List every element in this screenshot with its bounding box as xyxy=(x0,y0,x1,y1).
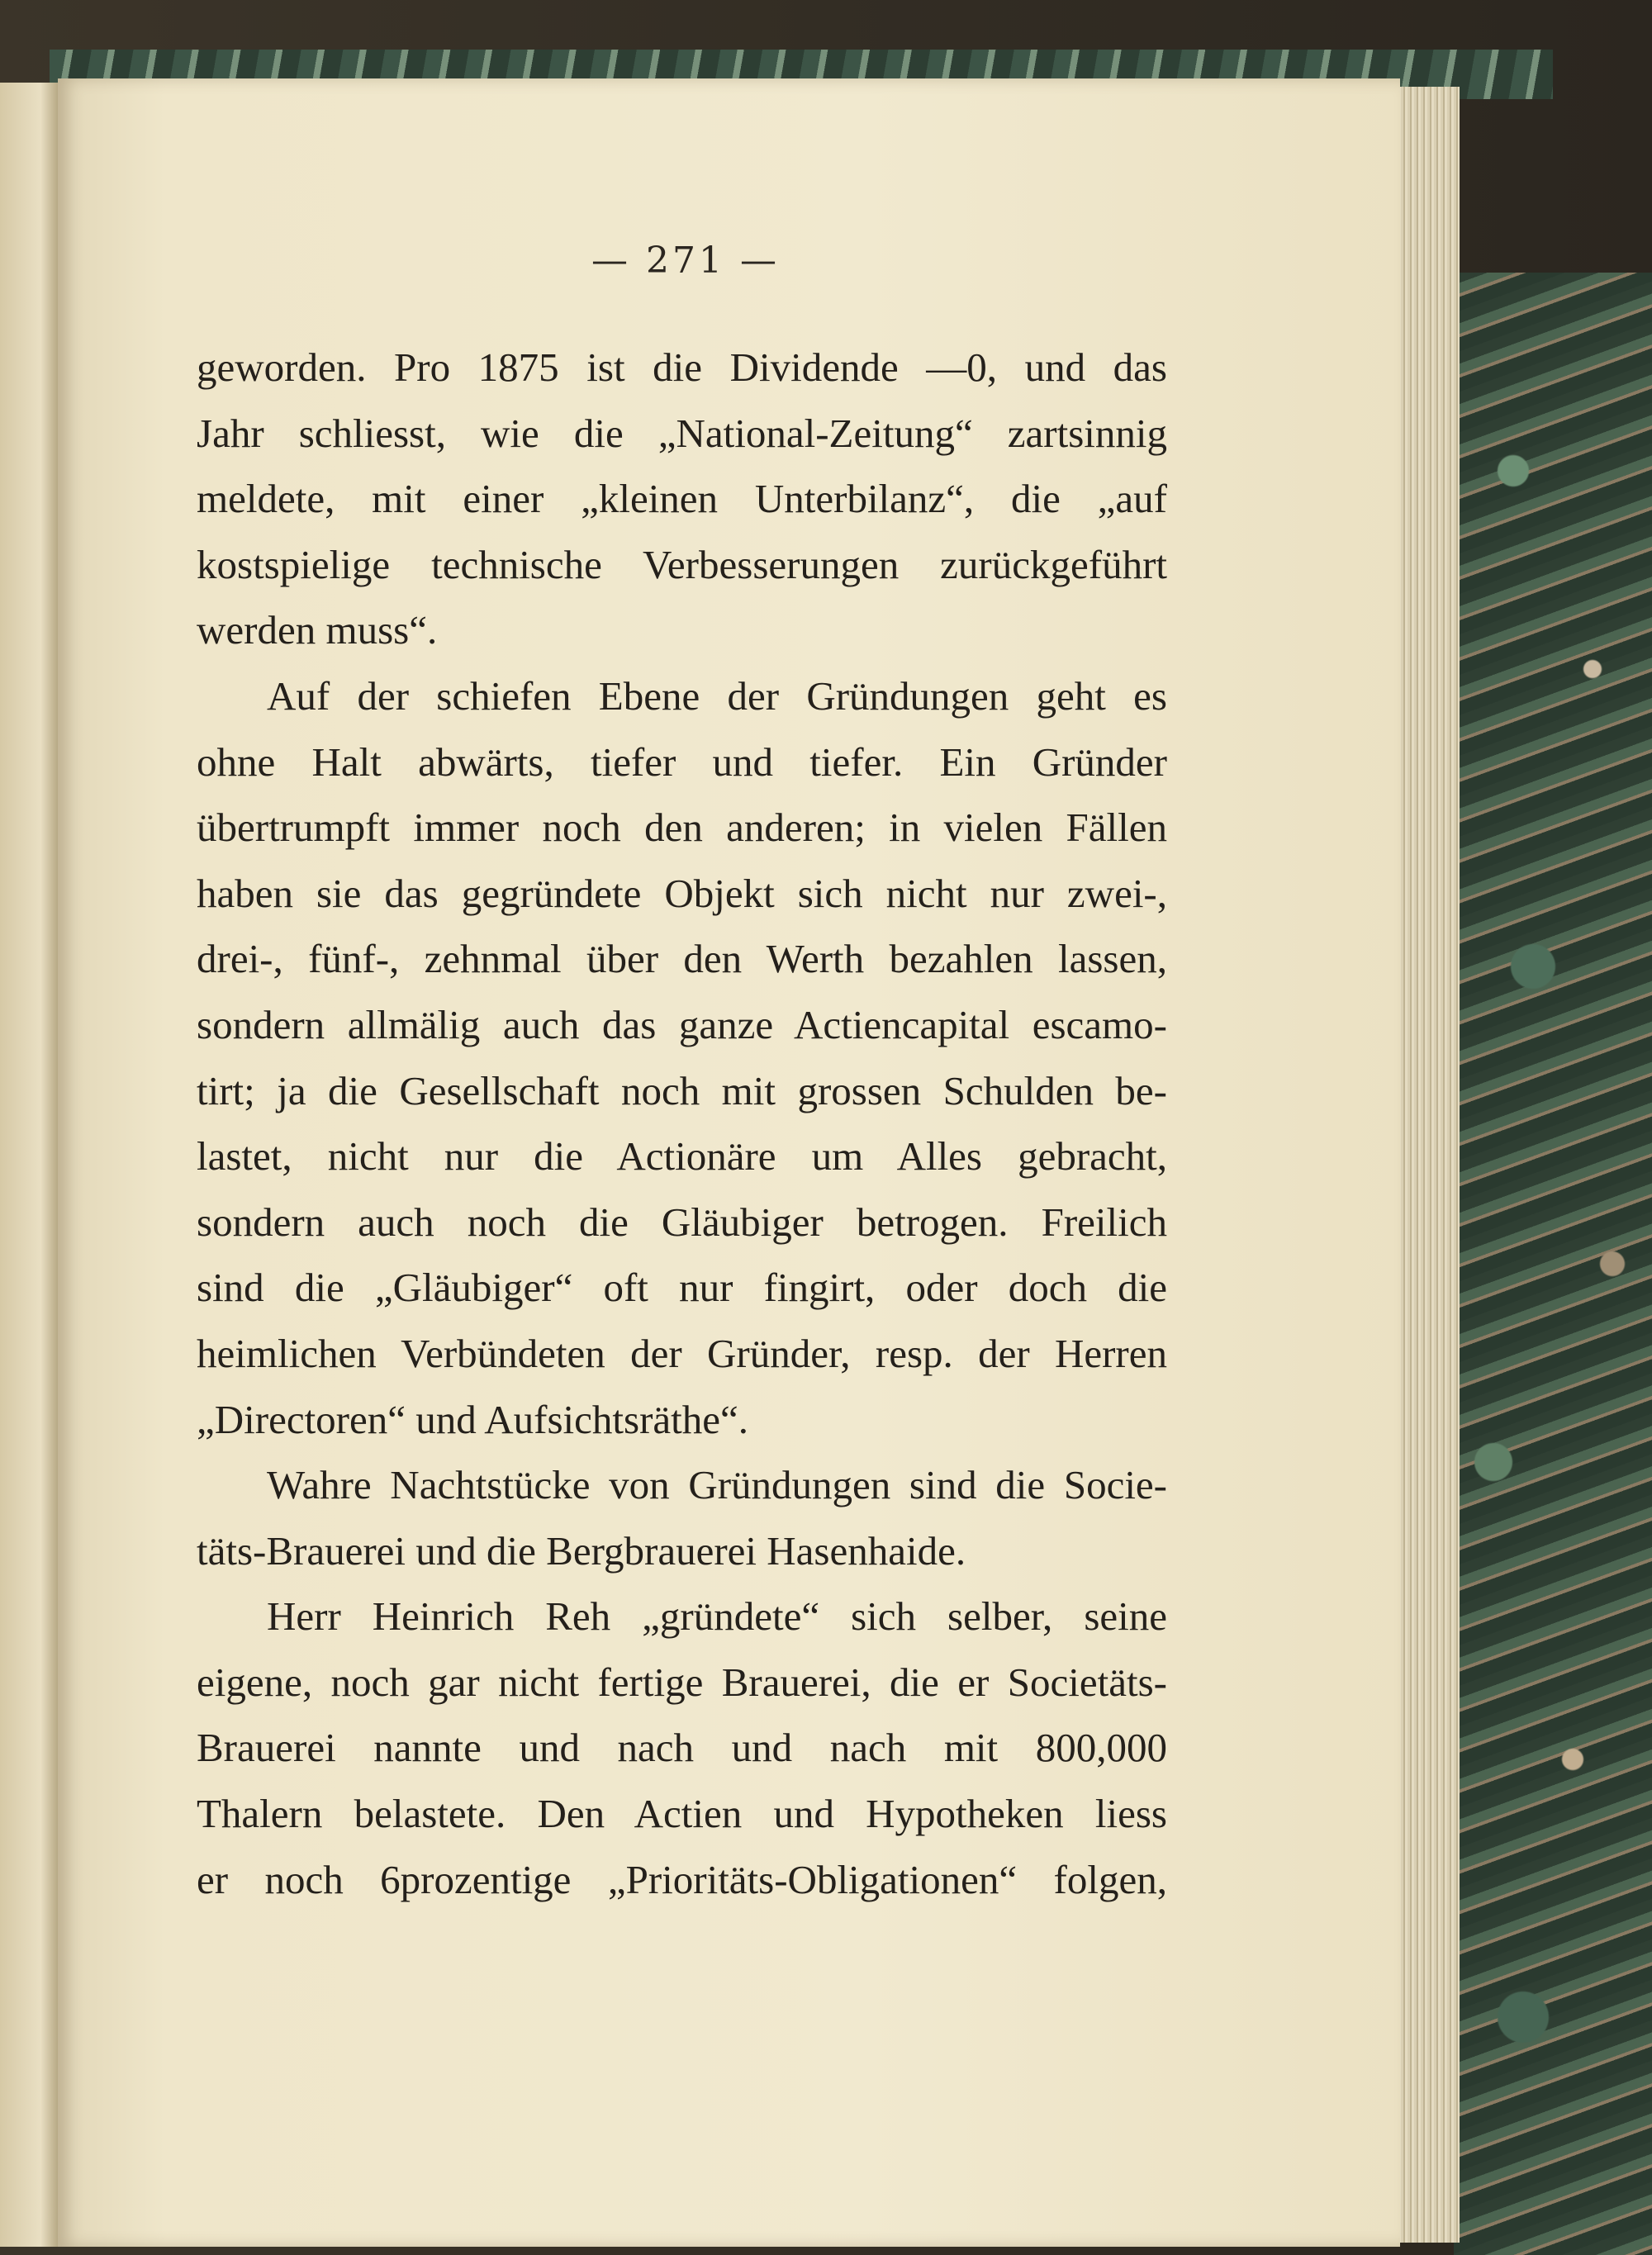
text-line: geworden. Pro 1875 ist die Dividende —0, und das xyxy=(197,344,1167,390)
text-line: sind die „Gläubiger“ oft nur fingirt, oder doch die xyxy=(197,1265,1167,1311)
text-line: eigene, noch gar nicht fertige Brauerei, die er Societäts- xyxy=(197,1659,1167,1705)
text-line: lastet, nicht nur die Actionäre um Alles gebracht, xyxy=(197,1133,1167,1180)
text-line: sondern allmälig auch das ganze Actiencapital escamo- xyxy=(197,1001,1167,1047)
text-line: drei-, fünf-, zehnmal über den Werth bezahlen lassen, xyxy=(197,936,1167,982)
marbled-cover-edge xyxy=(1454,273,1652,2255)
text-line: ohne Halt abwärts, tiefer und tiefer. Ein Gründer xyxy=(197,738,1167,785)
text-line: Wahre Nachtstücke von Gründungen sind die Socie- xyxy=(267,1462,1167,1508)
text-line: werden muss“. xyxy=(197,607,438,653)
page-number: — 271 — xyxy=(591,240,780,282)
text-line: täts-Brauerei und die Bergbrauerei Hasenhaide. xyxy=(197,1527,966,1574)
text-line: Brauerei nannte und nach und nach mit 800,000 xyxy=(197,1725,1167,1771)
text-line: er noch 6prozentige „Prioritäts-Obligationen“ folgen, xyxy=(197,1856,1167,1902)
text-line: Auf der schiefen Ebene der Gründungen geht es xyxy=(267,672,1167,719)
body-text xyxy=(197,335,1167,1912)
text-line: übertrumpft immer noch den anderen; in vielen Fällen xyxy=(197,805,1167,851)
text-line: sondern auch noch die Gläubiger betrogen. Freilich xyxy=(197,1199,1167,1245)
text-line: kostspielige technische Verbesserungen zurückgeführt xyxy=(197,541,1167,587)
text-line: meldete, mit einer „kleinen Unterbilanz“, die „auf xyxy=(197,476,1167,522)
text-line: heimlichen Verbündeten der Gründer, resp. der Herren xyxy=(197,1330,1167,1376)
text-line: „Directoren“ und Aufsichtsräthe“. xyxy=(197,1396,749,1442)
text-line: tirt; ja die Gesellschaft noch mit grossen Schulden be- xyxy=(197,1067,1167,1113)
text-line: Thalern belastete. Den Actien und Hypotheken liess xyxy=(197,1791,1167,1837)
text-line: Jahr schliesst, wie die „National-Zeitung“ zartsinnig xyxy=(197,410,1167,456)
facing-page-edge xyxy=(0,83,58,2247)
text-line: Herr Heinrich Reh „gründete“ sich selber, seine xyxy=(267,1593,1167,1640)
text-line: haben sie das gegründete Objekt sich nicht nur zwei-, xyxy=(197,870,1167,916)
